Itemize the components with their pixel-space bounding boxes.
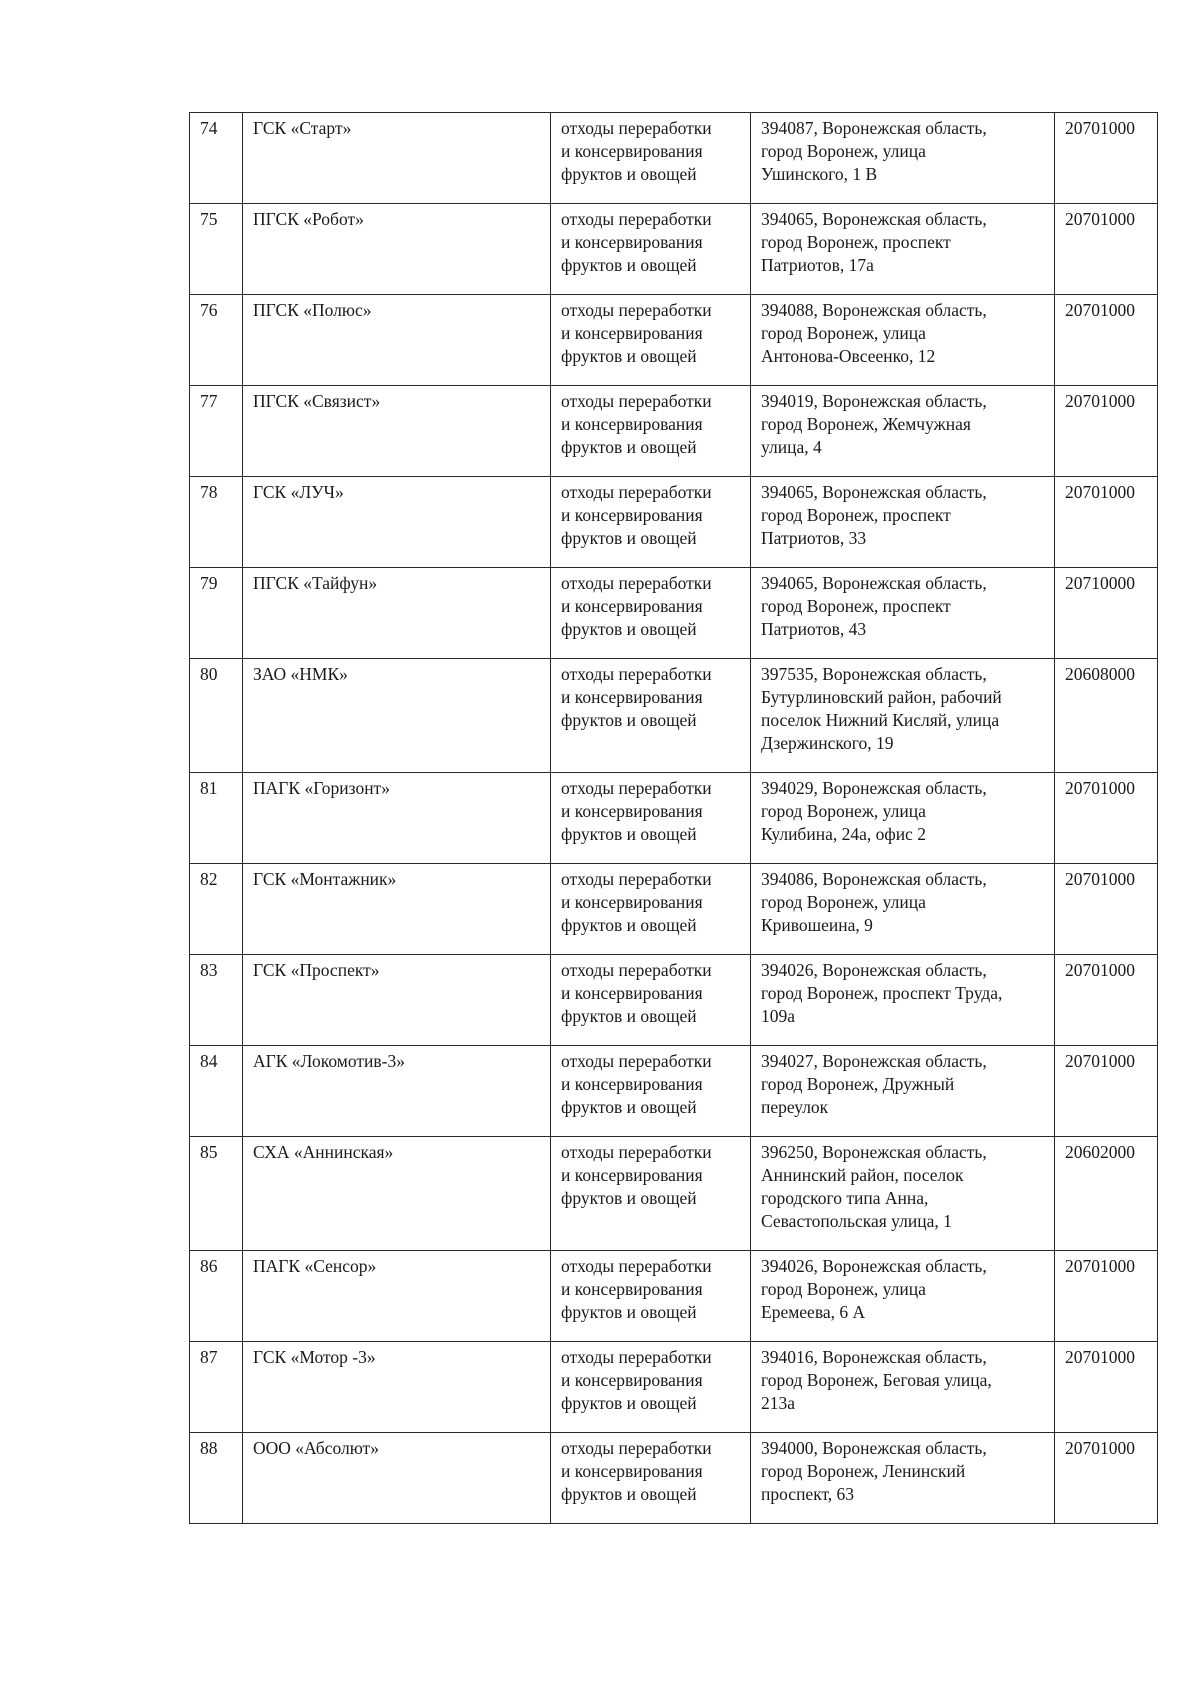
address: 397535, Воронежская область, Бутурлиновский район, рабочий поселок Нижний Кисляй, улица Дзержинского, 19 — [751, 659, 1055, 773]
table-row — [190, 386, 1158, 477]
oktmo-code: 20602000 — [1055, 1137, 1158, 1251]
organization-name: АГК «Локомотив-3» — [243, 1046, 551, 1137]
waste-type: отходы переработки и консервирования фруктов и овощей — [551, 1137, 751, 1251]
organization-name: ГСК «Монтажник» — [243, 864, 551, 955]
organization-name: ООО «Абсолют» — [243, 1433, 551, 1524]
waste-type: отходы переработки и консервирования фруктов и овощей — [551, 204, 751, 295]
address: 394065, Воронежская область, город Воронеж, проспект Патриотов, 33 — [751, 477, 1055, 568]
oktmo-code: 20608000 — [1055, 659, 1158, 773]
row-number: 74 — [190, 113, 243, 204]
organization-name: ПГСК «Связист» — [243, 386, 551, 477]
address: 394065, Воронежская область, город Воронеж, проспект Патриотов, 17а — [751, 204, 1055, 295]
waste-type: отходы переработки и консервирования фруктов и овощей — [551, 773, 751, 864]
table-row — [190, 1251, 1158, 1342]
table-row — [190, 773, 1158, 864]
organization-name: ГСК «Проспект» — [243, 955, 551, 1046]
waste-type: отходы переработки и консервирования фруктов и овощей — [551, 955, 751, 1046]
row-number: 85 — [190, 1137, 243, 1251]
oktmo-code: 20701000 — [1055, 1342, 1158, 1433]
oktmo-code: 20701000 — [1055, 204, 1158, 295]
address: 394065, Воронежская область, город Воронеж, проспект Патриотов, 43 — [751, 568, 1055, 659]
waste-type: отходы переработки и консервирования фруктов и овощей — [551, 1046, 751, 1137]
oktmo-code: 20701000 — [1055, 295, 1158, 386]
row-number: 76 — [190, 295, 243, 386]
table-row — [190, 295, 1158, 386]
organization-name: ПАГК «Сенсор» — [243, 1251, 551, 1342]
waste-type: отходы переработки и консервирования фруктов и овощей — [551, 477, 751, 568]
oktmo-code: 20701000 — [1055, 1433, 1158, 1524]
oktmo-code: 20710000 — [1055, 568, 1158, 659]
organization-name: ПГСК «Полюс» — [243, 295, 551, 386]
organization-name: ГСК «Мотор -3» — [243, 1342, 551, 1433]
address: 394000, Воронежская область, город Воронеж, Ленинский проспект, 63 — [751, 1433, 1055, 1524]
address: 394026, Воронежская область, город Воронеж, улица Еремеева, 6 А — [751, 1251, 1055, 1342]
waste-type: отходы переработки и консервирования фруктов и овощей — [551, 659, 751, 773]
table-body — [190, 113, 1158, 1524]
address: 394027, Воронежская область, город Воронеж, Дружный переулок — [751, 1046, 1055, 1137]
waste-type: отходы переработки и консервирования фруктов и овощей — [551, 568, 751, 659]
table-row — [190, 1342, 1158, 1433]
table-row — [190, 955, 1158, 1046]
address: 394016, Воронежская область, город Воронеж, Беговая улица, 213а — [751, 1342, 1055, 1433]
row-number: 82 — [190, 864, 243, 955]
waste-type: отходы переработки и консервирования фруктов и овощей — [551, 864, 751, 955]
address: 396250, Воронежская область, Аннинский район, поселок городского типа Анна, Севастопольская улица, 1 — [751, 1137, 1055, 1251]
table-row — [190, 1137, 1158, 1251]
waste-type: отходы переработки и консервирования фруктов и овощей — [551, 1251, 751, 1342]
organization-name: ЗАО «НМК» — [243, 659, 551, 773]
waste-type: отходы переработки и консервирования фруктов и овощей — [551, 386, 751, 477]
oktmo-code: 20701000 — [1055, 864, 1158, 955]
oktmo-code: 20701000 — [1055, 386, 1158, 477]
organization-name: ГСК «ЛУЧ» — [243, 477, 551, 568]
row-number: 78 — [190, 477, 243, 568]
organization-name: ПАГК «Горизонт» — [243, 773, 551, 864]
waste-type: отходы переработки и консервирования фруктов и овощей — [551, 1433, 751, 1524]
oktmo-code: 20701000 — [1055, 113, 1158, 204]
row-number: 88 — [190, 1433, 243, 1524]
table-row — [190, 864, 1158, 955]
oktmo-code: 20701000 — [1055, 477, 1158, 568]
oktmo-code: 20701000 — [1055, 1251, 1158, 1342]
address: 394086, Воронежская область, город Воронеж, улица Кривошеина, 9 — [751, 864, 1055, 955]
row-number: 83 — [190, 955, 243, 1046]
waste-type: отходы переработки и консервирования фруктов и овощей — [551, 1342, 751, 1433]
table-row — [190, 659, 1158, 773]
row-number: 75 — [190, 204, 243, 295]
row-number: 79 — [190, 568, 243, 659]
row-number: 81 — [190, 773, 243, 864]
waste-type: отходы переработки и консервирования фруктов и овощей — [551, 295, 751, 386]
waste-type: отходы переработки и консервирования фруктов и овощей — [551, 113, 751, 204]
table-row — [190, 1433, 1158, 1524]
organization-name: ГСК «Старт» — [243, 113, 551, 204]
organization-name: ПГСК «Тайфун» — [243, 568, 551, 659]
table-row — [190, 204, 1158, 295]
organization-name: СХА «Аннинская» — [243, 1137, 551, 1251]
row-number: 77 — [190, 386, 243, 477]
row-number: 84 — [190, 1046, 243, 1137]
table-row — [190, 477, 1158, 568]
table-row — [190, 1046, 1158, 1137]
oktmo-code: 20701000 — [1055, 773, 1158, 864]
table-row — [190, 568, 1158, 659]
address: 394026, Воронежская область, город Воронеж, проспект Труда, 109а — [751, 955, 1055, 1046]
oktmo-code: 20701000 — [1055, 955, 1158, 1046]
oktmo-code: 20701000 — [1055, 1046, 1158, 1137]
address: 394088, Воронежская область, город Воронеж, улица Антонова-Овсеенко, 12 — [751, 295, 1055, 386]
table-row — [190, 113, 1158, 204]
address: 394087, Воронежская область, город Воронеж, улица Ушинского, 1 В — [751, 113, 1055, 204]
row-number: 80 — [190, 659, 243, 773]
waste-registry-table — [189, 112, 1158, 1524]
row-number: 86 — [190, 1251, 243, 1342]
row-number: 87 — [190, 1342, 243, 1433]
address: 394019, Воронежская область, город Воронеж, Жемчужная улица, 4 — [751, 386, 1055, 477]
address: 394029, Воронежская область, город Воронеж, улица Кулибина, 24а, офис 2 — [751, 773, 1055, 864]
organization-name: ПГСК «Робот» — [243, 204, 551, 295]
